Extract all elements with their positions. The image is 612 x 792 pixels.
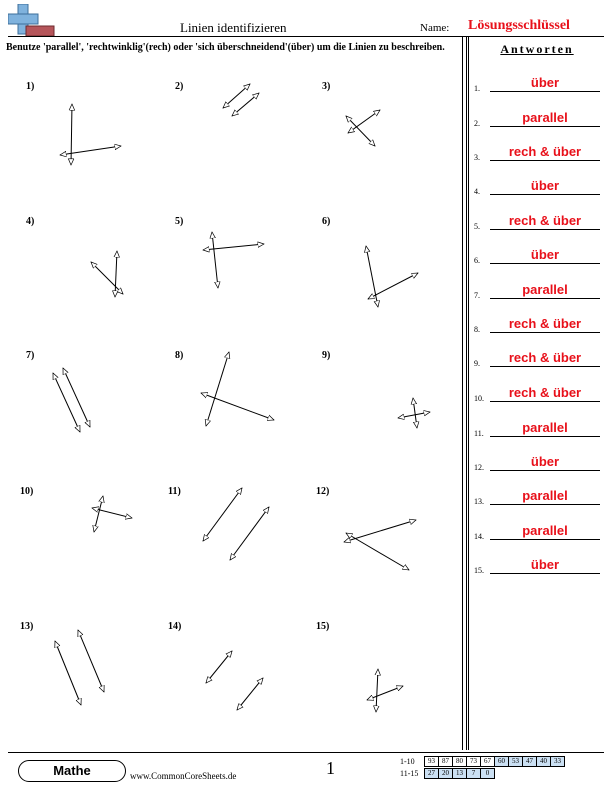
problem-number: 2)	[175, 81, 184, 92]
answer-value: parallel	[490, 282, 600, 299]
answer-column-border	[462, 36, 463, 750]
line-segment	[71, 104, 72, 165]
score-table-row-2	[424, 768, 495, 779]
line-segment	[53, 373, 80, 432]
answer-row	[474, 110, 600, 128]
instructions: Benutze 'parallel', 'rechtwinklig'(rech) oder 'sich überschneidend'(über) um die Linien zu beschreiben.	[6, 42, 445, 53]
answer-number: 13.	[474, 497, 484, 506]
line-segment	[237, 678, 263, 710]
answer-value: über	[490, 247, 600, 264]
answer-column-border	[466, 36, 467, 750]
score-range-label: 1-10	[400, 757, 415, 766]
worksheet-title: Linien identifizieren	[180, 20, 287, 35]
answer-number: 14.	[474, 532, 484, 541]
line-segment	[115, 251, 117, 297]
answer-value: über	[490, 178, 600, 195]
score-cell: 20	[439, 769, 453, 779]
answer-value: rech & über	[490, 316, 600, 333]
answer-number: 1.	[474, 84, 480, 93]
answer-value: über	[490, 557, 600, 574]
line-segment	[206, 352, 229, 426]
score-cell: 93	[425, 757, 439, 767]
line-segment	[230, 507, 269, 560]
answer-number: 6.	[474, 256, 480, 265]
answer-number: 15.	[474, 566, 484, 575]
score-cell: 0	[481, 769, 495, 779]
name-label: Name:	[420, 22, 450, 34]
line-segment	[78, 630, 104, 692]
answer-number: 10.	[474, 394, 484, 403]
answer-value: über	[490, 75, 600, 92]
answer-row	[474, 557, 600, 575]
answer-value: parallel	[490, 523, 600, 540]
problem-number: 9)	[322, 350, 331, 361]
answer-row	[474, 144, 600, 162]
line-segment	[366, 246, 378, 307]
answer-row	[474, 247, 600, 265]
answer-value: rech & über	[490, 385, 600, 402]
line-segment	[398, 412, 430, 418]
problem-number: 10)	[20, 486, 34, 497]
answers-heading: Antworten	[500, 42, 574, 56]
score-cell: 40	[537, 757, 551, 767]
answer-number: 8.	[474, 325, 480, 334]
line-segment	[368, 273, 418, 299]
answer-number: 5.	[474, 222, 480, 231]
problem-number: 14)	[168, 621, 182, 632]
line-segment	[60, 146, 121, 155]
answer-number: 9.	[474, 359, 480, 368]
score-table-row-1	[424, 756, 565, 767]
answer-row	[474, 385, 600, 403]
answer-row	[474, 350, 600, 368]
line-segment	[367, 686, 403, 700]
answer-row	[474, 420, 600, 438]
score-cell: 80	[453, 757, 467, 767]
problem-number: 5)	[175, 216, 184, 227]
score-cell: 67	[481, 757, 495, 767]
score-cell: 87	[439, 757, 453, 767]
answer-value: rech & über	[490, 213, 600, 230]
footer-divider	[8, 752, 604, 753]
answer-row	[474, 523, 600, 541]
score-cell: 47	[523, 757, 537, 767]
answer-value: parallel	[490, 488, 600, 505]
page-number: 1	[326, 758, 335, 778]
site-url: www.CommonCoreSheets.de	[130, 771, 237, 781]
answer-number: 11.	[474, 429, 484, 438]
line-segment	[203, 488, 242, 541]
problem-number: 7)	[26, 350, 35, 361]
answer-number: 7.	[474, 291, 480, 300]
score-cell: 13	[453, 769, 467, 779]
answer-row	[474, 213, 600, 231]
score-cell: 73	[467, 757, 481, 767]
answer-number: 2.	[474, 119, 480, 128]
score-cell: 33	[551, 757, 565, 767]
answer-row	[474, 316, 600, 334]
answer-value: rech & über	[490, 350, 600, 367]
answer-column-border	[468, 36, 469, 750]
answer-value: parallel	[490, 420, 600, 437]
answer-value: parallel	[490, 110, 600, 127]
answer-key-label: Lösungsschlüssel	[468, 18, 570, 33]
score-range-label: 11-15	[400, 769, 419, 778]
line-segment	[376, 669, 378, 712]
problem-number: 4)	[26, 216, 35, 227]
line-segment	[63, 368, 90, 427]
problem-number: 13)	[20, 621, 34, 632]
problem-number: 12)	[316, 486, 330, 497]
answer-number: 4.	[474, 187, 480, 196]
answer-value: über	[490, 454, 600, 471]
problem-number: 15)	[316, 621, 330, 632]
line-segment	[203, 244, 264, 250]
problem-number: 8)	[175, 350, 184, 361]
line-segment	[55, 641, 81, 705]
answer-row	[474, 488, 600, 506]
score-cell: 53	[509, 757, 523, 767]
problem-number: 6)	[322, 216, 331, 227]
line-segment	[346, 533, 409, 570]
score-cell: 27	[425, 769, 439, 779]
answer-row	[474, 454, 600, 472]
line-segment	[413, 398, 417, 428]
answer-row	[474, 178, 600, 196]
line-segment	[94, 496, 103, 532]
answer-row	[474, 75, 600, 93]
line-segment	[212, 232, 218, 288]
score-cell: 60	[495, 757, 509, 767]
answer-value: rech & über	[490, 144, 600, 161]
line-segment	[206, 651, 232, 683]
answer-number: 12.	[474, 463, 484, 472]
line-segment	[348, 110, 380, 133]
answer-number: 3.	[474, 153, 480, 162]
answer-row	[474, 282, 600, 300]
score-cell: 7	[467, 769, 481, 779]
line-segment	[91, 262, 123, 294]
subject-badge: Mathe	[18, 760, 126, 782]
problem-number: 1)	[26, 81, 35, 92]
problem-number: 11)	[168, 486, 181, 497]
problem-number: 3)	[322, 81, 331, 92]
